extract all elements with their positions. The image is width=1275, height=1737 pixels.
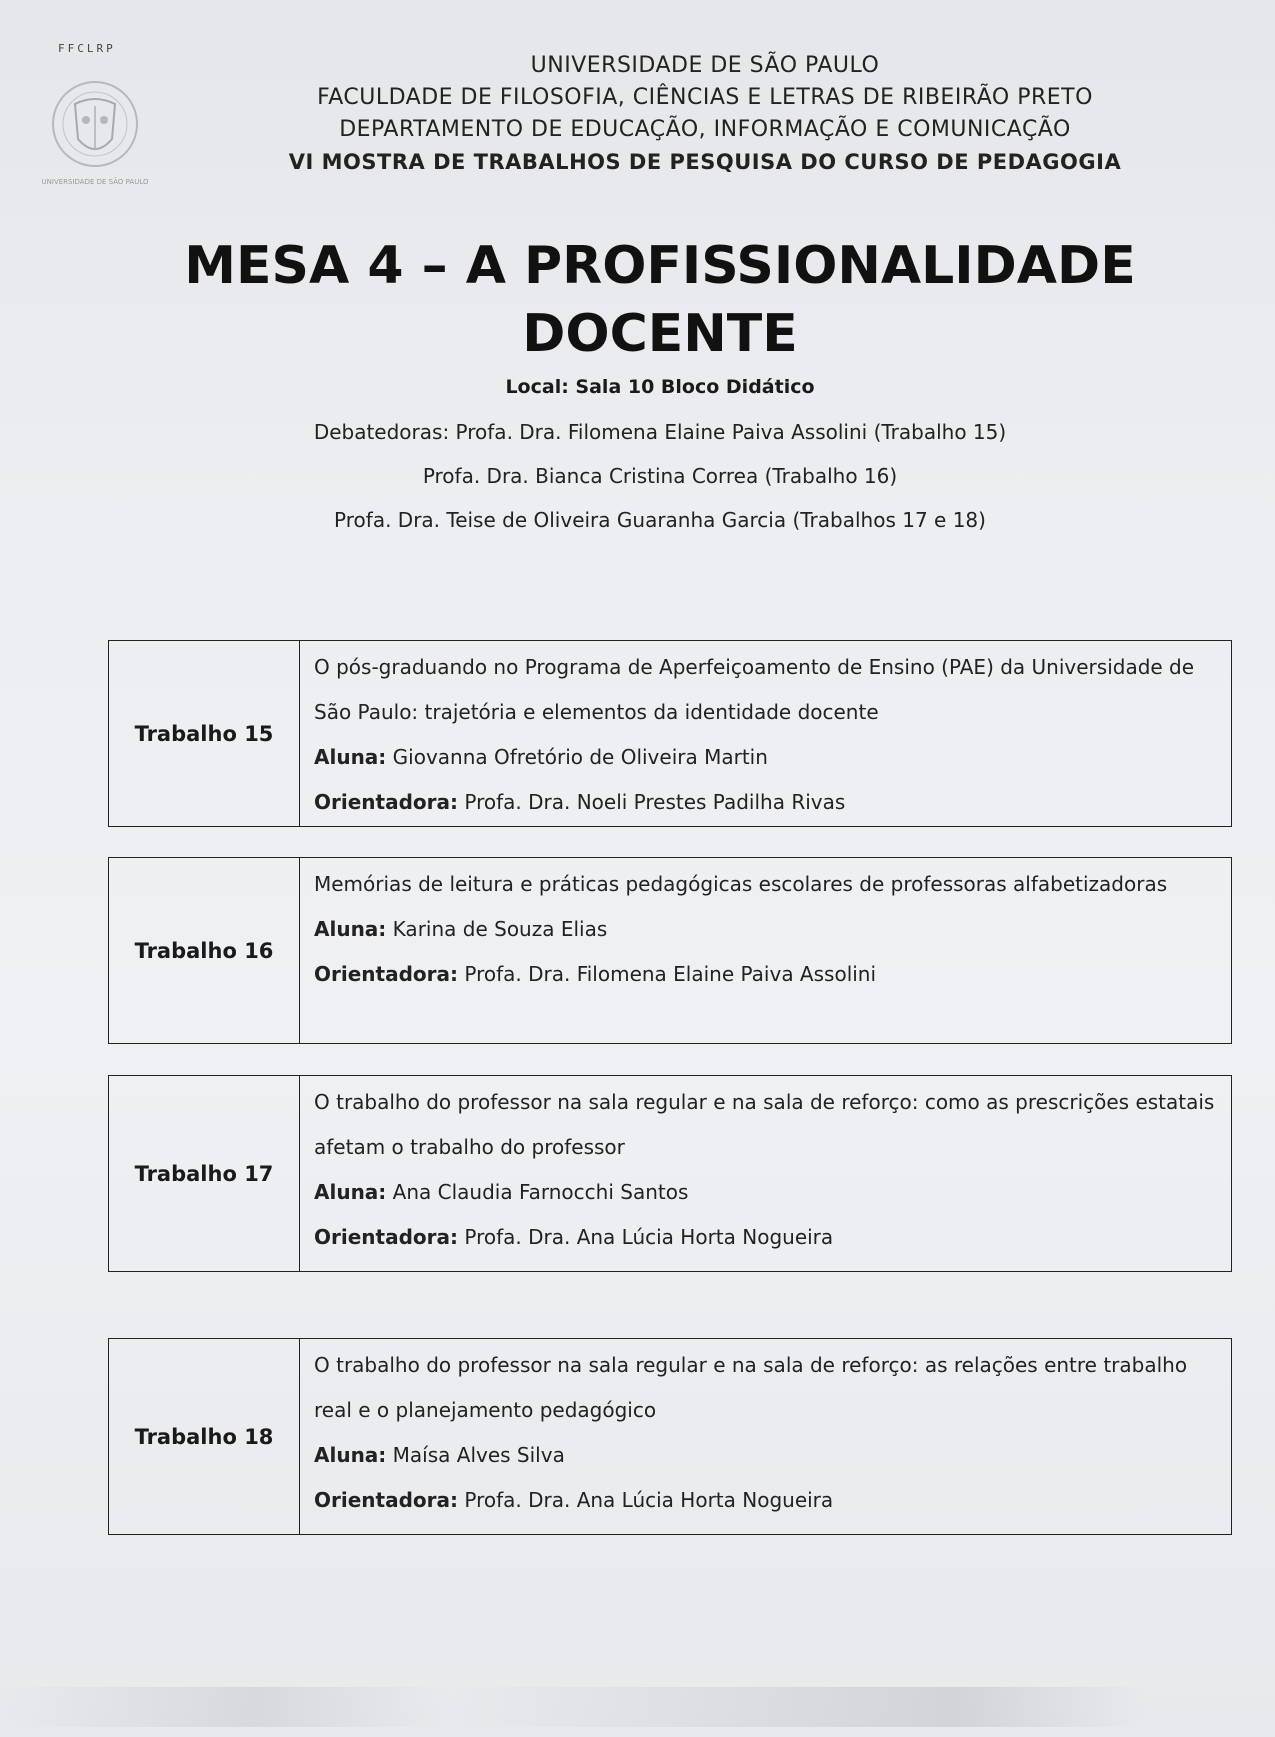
orientadora-label: Orientadora: <box>314 1488 458 1512</box>
orientadora-line <box>314 1478 1217 1523</box>
aluna-name: Karina de Souza Elias <box>392 917 608 941</box>
debatedoras-line-2: Profa. Dra. Bianca Cristina Correa (Trabalho 16) <box>422 464 898 488</box>
aluna-name: Giovanna Ofretório de Oliveira Martin <box>392 745 768 769</box>
print-smudge <box>0 1687 1275 1727</box>
orientadora-name: Profa. Dra. Noeli Prestes Padilha Rivas <box>464 790 846 814</box>
location: Local: Sala 10 Bloco Didático <box>505 376 815 398</box>
trabalho-info <box>300 858 1231 1043</box>
aluna-line <box>314 907 1217 952</box>
title-line-2: DOCENTE <box>522 304 798 364</box>
debatedoras-line-3: Profa. Dra. Teise de Oliveira Guaranha Garcia (Trabalhos 17 e 18) <box>334 508 986 532</box>
department-name: DEPARTAMENTO DE EDUCAÇÃO, INFORMAÇÃO E COMUNICAÇÃO <box>339 117 1071 142</box>
institution-header <box>240 50 1170 178</box>
aluna-label: Aluna: <box>314 745 387 769</box>
orientadora-line <box>314 952 1217 997</box>
aluna-line <box>314 735 1217 780</box>
university-name: UNIVERSIDADE DE SÃO PAULO <box>530 53 880 78</box>
aluna-name: Maísa Alves Silva <box>392 1443 565 1467</box>
orientadora-name: Profa. Dra. Ana Lúcia Horta Nogueira <box>464 1488 834 1512</box>
trabalho-17-box <box>108 1075 1232 1272</box>
trabalho-title: Memórias de leitura e práticas pedagógicas escolares de professoras alfabetizadoras <box>314 872 1168 896</box>
trabalho-title: O trabalho do professor na sala regular e na sala de reforço: as relações entre trabalho real e o planejamento pedagógico <box>314 1353 1188 1422</box>
trabalho-18-box <box>108 1338 1232 1535</box>
faculty-name: FACULDADE DE FILOSOFIA, CIÊNCIAS E LETRAS DE RIBEIRÃO PRETO <box>317 85 1093 110</box>
aluna-line <box>314 1433 1217 1478</box>
trabalho-info <box>300 1339 1231 1534</box>
orientadora-line <box>314 1215 1217 1260</box>
logo-abbreviation: FFCLRP <box>58 42 116 55</box>
trabalho-title: O pós-graduando no Programa de Aperfeiçoamento de Ensino (PAE) da Universidade de São Paulo: trajetória e elementos da identidade docente <box>314 655 1195 724</box>
aluna-line <box>314 1170 1217 1215</box>
orientadora-label: Orientadora: <box>314 790 458 814</box>
trabalho-label: Trabalho 15 <box>109 641 300 826</box>
event-name: VI MOSTRA DE TRABALHOS DE PESQUISA DO CURSO DE PEDAGOGIA <box>288 150 1122 174</box>
orientadora-line <box>314 780 1217 825</box>
aluna-label: Aluna: <box>314 1443 387 1467</box>
orientadora-label: Orientadora: <box>314 1225 458 1249</box>
trabalho-label: Trabalho 17 <box>109 1076 300 1271</box>
trabalho-info <box>300 1076 1231 1271</box>
trabalho-label: Trabalho 16 <box>109 858 300 1043</box>
orientadora-name: Profa. Dra. Ana Lúcia Horta Nogueira <box>464 1225 834 1249</box>
aluna-label: Aluna: <box>314 917 387 941</box>
aluna-label: Aluna: <box>314 1180 387 1204</box>
page-title <box>100 232 1220 368</box>
trabalho-label: Trabalho 18 <box>109 1339 300 1534</box>
trabalho-info <box>300 641 1231 826</box>
trabalho-16-box <box>108 857 1232 1044</box>
trabalho-title: O trabalho do professor na sala regular e na sala de reforço: como as prescrições estatais afetam o trabalho do professor <box>314 1090 1215 1159</box>
title-line-1: MESA 4 – A PROFISSIONALIDADE <box>184 236 1136 296</box>
aluna-name: Ana Claudia Farnocchi Santos <box>392 1180 689 1204</box>
seal-caption: UNIVERSIDADE DE SÃO PAULO <box>41 178 149 186</box>
trabalho-15-box <box>108 640 1232 827</box>
seal-icon <box>40 64 150 204</box>
debatedoras-line-1: Debatedoras: Profa. Dra. Filomena Elaine Paiva Assolini (Trabalho 15) <box>313 420 1007 444</box>
university-seal-logo <box>40 42 150 202</box>
orientadora-label: Orientadora: <box>314 962 458 986</box>
orientadora-name: Profa. Dra. Filomena Elaine Paiva Assolini <box>464 962 877 986</box>
